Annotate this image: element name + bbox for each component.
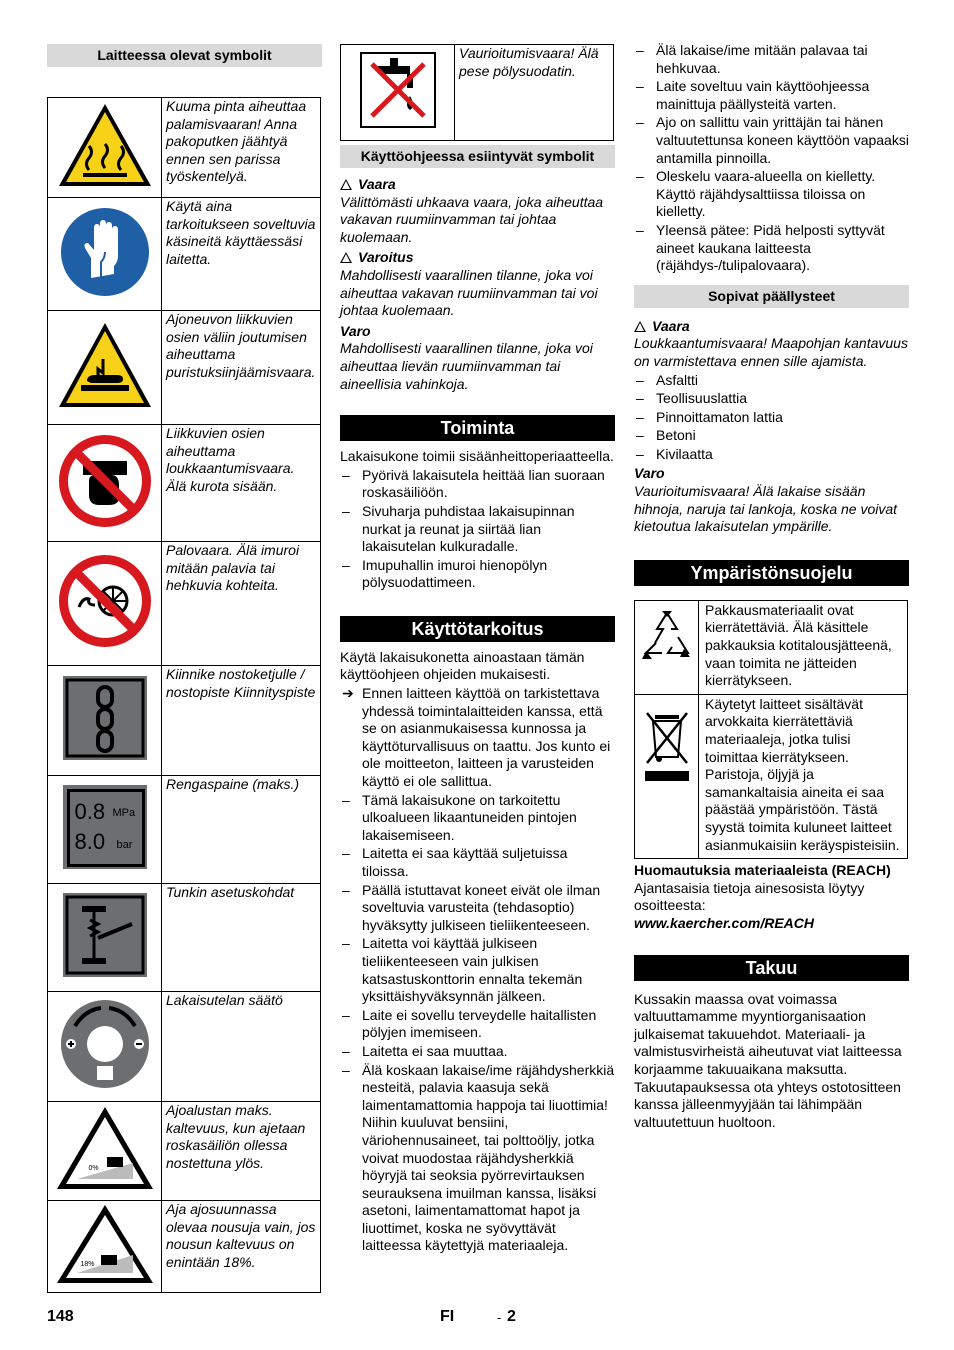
table-row — [341, 45, 614, 141]
recycle-icon — [638, 607, 696, 667]
surfaces-list — [634, 372, 909, 464]
warning-icon — [634, 321, 646, 332]
section-number: 2 — [507, 1308, 516, 1325]
no-wash-text: Vaurioitumisvaara! Älä pese pölysuodatin. — [455, 45, 614, 141]
device-symbols-heading: Laitteessa olevat symbolit — [47, 44, 322, 67]
varo-title: Varo — [340, 322, 371, 339]
language-code: FI — [440, 1308, 455, 1325]
device-symbols-table — [47, 97, 321, 1293]
list-item: – Sivuharja puhdistaa lakaisupinnan nurkat ja reunat ja siirtää lian lakaisutelan kulkuradalle. — [342, 502, 575, 555]
hot-surface-warning-icon — [55, 100, 155, 190]
pressure-mpa-unit: MPa — [112, 807, 136, 819]
list-item: – Laitetta ei saa muuttaa. — [342, 1042, 508, 1059]
varoitus-text: Mahdollisesti vaarallinen tilanne, joka voi aiheuttaa vakavan ruumiinvamman tai voi johtaa kuolemaan. — [340, 266, 598, 319]
table-row — [48, 992, 321, 1102]
symbol-description: Lakaisutelan säätö — [162, 992, 321, 1102]
kayttotarkoitus-list — [340, 685, 615, 1255]
list-item: – Tämä lakaisukone on tarkoitettu ulkoalueen likaantuneiden pintojen lakaisemiseen. — [342, 791, 577, 843]
lifting-point-icon — [62, 675, 148, 761]
list-item: – Laite soveltuu vain käyttöohjeessa mainittuja päällysteitä varten. — [636, 78, 870, 112]
kayttotarkoitus-heading: Käyttötarkoitus — [340, 616, 615, 642]
reach-text: Ajantasaisia tietoja ainesosista löytyy osoitteesta: — [634, 879, 865, 914]
table-row — [48, 1102, 321, 1201]
tire-pressure-icon — [63, 785, 147, 869]
footer-separator: - — [497, 1310, 502, 1325]
no-reaching-icon — [55, 431, 155, 531]
list-item: – Imupuhallin imuroi hienopölyn pölysuodattimeen. — [342, 556, 548, 591]
symbol-description: Liikkuvien osien aiheuttama loukkaantumisvaara. Älä kurota sisään. — [162, 425, 321, 542]
wear-gloves-icon — [59, 206, 151, 298]
sp-varo-text: Vaurioitumisvaara! Älä lakaise sisään hihnoja, naruja tai lankoja, koska ne voivat kietoutua lakaisutelan ympärille. — [634, 483, 898, 535]
symbol-description: Käytä aina tarkoitukseen soveltuvia käsineitä käyttäessäsi laitetta. — [162, 198, 321, 311]
list-item: – Älä lakaise/ime mitään palavaa tai hehkuvaa. — [636, 42, 868, 76]
page-number: 148 — [47, 1308, 74, 1325]
list-item: – Asfaltti — [636, 371, 699, 388]
column-2 — [340, 44, 615, 1255]
list-item: – Laitetta voi käyttää julkiseen tieliikenteeseen vain julkisen katsastuskonttorin ennalta tekemän yksittäishyväksynnän jälkeen. — [342, 935, 583, 1005]
toiminta-list — [340, 467, 615, 592]
recycle-text: Pakkausmateriaalit ovat kierrätettäviä. Älä käsittele pakkauksia kotitalousjätteenä, vaan toimita ne jätteiden kierrätykseen. — [699, 600, 908, 694]
slope-label: 0% — [88, 1164, 99, 1172]
pressure-bar-unit: bar — [116, 839, 133, 851]
list-item: – Älä koskaan lakaise/ime räjähdysherkkiä nesteitä, palavia kaasuja sekä laimentamattomia happoja tai liuottimia! Niihin kuuluvat bensiini, väriohennusaineet, tai polttoöljy, jotka voivat muodostaa räjähdysherkkiä höyryjä tai seoksia pyörrevirtauksen seurauksena imuilman kanssa, lisäksi asetoni, laimentamattomat hapot ja liuottimet, koska ne syövyttävät laitteessa käytettyjä materiaaleja. — [342, 1061, 615, 1254]
sp-varo-title: Varo — [634, 465, 665, 482]
symbol-description: Palovaara. Älä imuroi mitään palavia tai hehkuvia kohteita. — [162, 542, 321, 666]
slope-label: 18% — [80, 1261, 95, 1268]
list-item: – Pinnoittamaton lattia — [636, 408, 783, 425]
takuu-heading: Takuu — [634, 955, 909, 981]
table-row — [48, 542, 321, 666]
manual-symbols-heading: Käyttöohjeessa esiintyvät symbolit — [340, 145, 615, 168]
weee-text: Käytetyt laitteet sisältävät arvokkaita kierrätettäviä materiaaleja, jotka tulisi toimittaa kierrätykseen. Paristoja, öljyjä ja samankaltaisia aineita ei saa päästää ympäristöön. Tästä syystä toimita kuluneet laitteet asianmukaisiin keräyspisteisiin. — [699, 694, 908, 858]
list-item: – Kivilaatta — [636, 445, 713, 462]
environment-table — [634, 600, 908, 859]
vaara-title: Vaara — [340, 176, 615, 194]
list-item: ➔ Ennen laitteen käyttöä on tarkistettava yhdessä toimintalaitteiden kanssa, että se on asianmukaisessa kunnossa ja käyttöturvallisuus on taattu. Jos kunto ei ole moitteeton, laitteen ja varusteiden käyttö ei ole sallittua. — [342, 685, 611, 790]
list-item: – Oleskelu vaara-alueella on kielletty. Käyttö räjähdysalttiissa tiloissa on kielletty. — [636, 168, 876, 220]
column-1 — [47, 44, 322, 1293]
symbol-description: Ajoneuvon liikkuvien osien väliin joutumisen aiheuttama puristuksiinjäämisvaara. — [162, 311, 321, 425]
table-row — [48, 776, 321, 884]
reach-title: Huomautuksia materiaaleista (REACH) — [634, 862, 891, 879]
no-wash-filter-icon — [360, 52, 436, 128]
kayttotarkoitus-intro: Käytä lakaisukonetta ainoastaan tämän käyttöohjeen ohjeiden mukaisesti. — [340, 648, 585, 683]
list-item: – Laitetta ei saa käyttää suljetuissa tiloissa. — [342, 845, 568, 879]
table-row — [48, 884, 321, 992]
no-wash-table — [340, 44, 614, 141]
list-item: – Pyörivä lakaisutela heittää lian suoraan roskasäiliöön. — [342, 466, 605, 501]
pressure-bar-value: 8.0 — [74, 829, 106, 854]
warning-icon — [340, 252, 352, 263]
table-row — [48, 666, 321, 776]
table-row — [48, 425, 321, 542]
symbol-description: Kuuma pinta aiheuttaa palamisvaaran! Anna pakoputken jäähtyä ennen sen parissa työskentelyä. — [162, 98, 321, 198]
max-slope-icon — [55, 1105, 155, 1193]
no-burning-objects-icon — [55, 551, 155, 651]
symbol-description: Rengaspaine (maks.) — [162, 776, 321, 884]
table-row — [48, 1201, 321, 1293]
symbol-description: Tunkin asetuskohdat — [162, 884, 321, 992]
crush-hazard-icon — [55, 319, 155, 411]
slope-18-icon — [55, 1203, 155, 1285]
safety-list — [634, 42, 909, 275]
symbol-description: Kiinnike nostoketjulle / nostopiste Kiinnityspiste — [162, 666, 321, 776]
varoitus-title: Varoitus — [340, 249, 615, 267]
toiminta-intro: Lakaisukone toimii sisäänheittoperiaatteella. — [340, 448, 614, 465]
jack-point-icon — [62, 892, 148, 978]
pressure-mpa-value: 0.8 — [74, 799, 106, 824]
table-row — [635, 694, 908, 858]
table-row — [635, 600, 908, 694]
list-item: – Laite ei sovellu terveydelle haitallisten pölyjen imemiseen. — [342, 1006, 597, 1041]
varo-text: Mahdollisesti vaarallinen tilanne, joka voi aiheuttaa lievän ruumiinvamman tai aineellisia vahinkoja. — [340, 340, 593, 392]
column-3 — [634, 44, 909, 1131]
list-item: – Päällä istuttavat koneet eivät ole ilman soveltuvia varusteita (tehdasoptio) hyväksytty julkiseen tieliikenteeseen. — [342, 881, 601, 933]
arrow-icon: ➔ — [342, 685, 354, 702]
list-item: – Yleensä pätee: Pidä helposti syttyvät aineet kaukana laitteesta (räjähdys-/tulipalovaara). — [636, 221, 885, 274]
table-row — [48, 311, 321, 425]
table-row — [48, 198, 321, 311]
takuu-text: Kussakin maassa ovat voimassa valtuuttamamme myyntiorganisaation julkaisemat takuuehdot. Materiaali- ja valmistusvirheistä aiheutuvat viat laitteessa korjaamme takuuaikana maksutta. Takuutapauksessa ota yhteys ostotositteen kanssa jälleenmyyjään tai lähimpään valtuutettuun huoltoon. — [634, 990, 902, 1130]
symbol-description: Ajoalustan maks. kaltevuus, kun ajetaan roskasäiliön ollessa nostettuna ylös. — [162, 1102, 321, 1201]
surfaces-heading: Sopivat päällysteet — [634, 285, 909, 308]
sp-vaara-text: Loukkaantumisvaara! Maapohjan kantavuus on varmistettava ennen sille ajamista. — [634, 335, 908, 369]
warning-icon — [340, 179, 352, 190]
environment-heading: Ympäristönsuojelu — [634, 560, 909, 586]
sp-vaara-title: Vaara — [634, 318, 909, 336]
roller-adjust-icon — [57, 996, 153, 1092]
symbol-description: Aja ajosuunnassa olevaa nousuja vain, jos nousun kaltevuus on enintään 18%. — [162, 1201, 321, 1293]
table-row — [48, 98, 321, 198]
weee-bin-icon — [641, 705, 693, 787]
reach-link[interactable]: www.kaercher.com/REACH — [634, 914, 814, 931]
vaara-text: Välittömästi uhkaava vaara, joka aiheuttaa vakavan ruumiinvamman tai johtaa kuolemaan. — [340, 193, 604, 245]
toiminta-heading: Toiminta — [340, 415, 615, 441]
list-item: – Teollisuuslattia — [636, 390, 748, 407]
list-item: – Ajo on sallittu vain yrittäjän tai hänen valtuutettunsa koneen käyttöön vapaaksi antamilla pinnoilla. — [636, 114, 909, 166]
list-item: – Betoni — [636, 427, 696, 444]
